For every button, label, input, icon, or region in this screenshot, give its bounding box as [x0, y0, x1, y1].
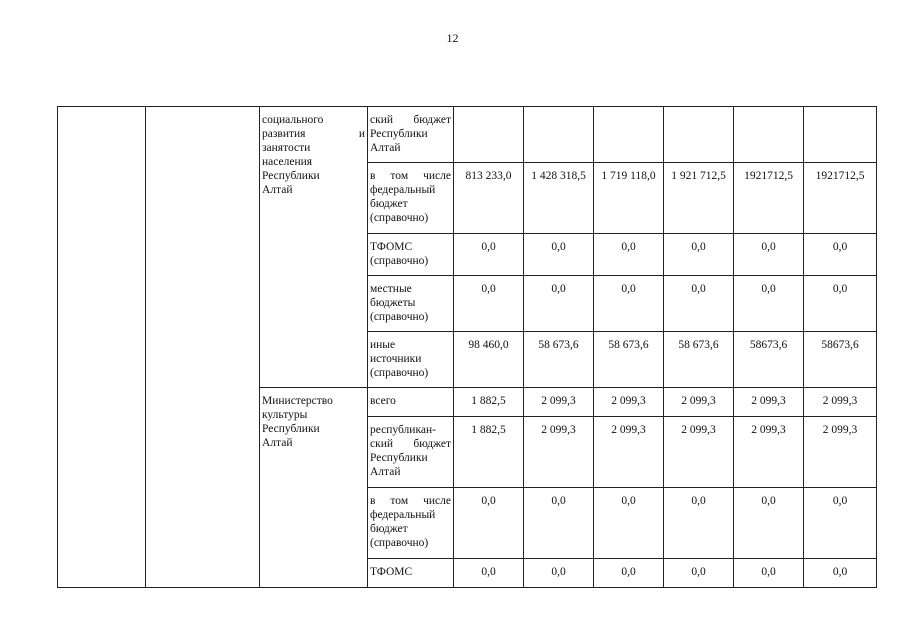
cell-text-line: (справочно) [370, 367, 429, 379]
value-cell: 0,0 [524, 488, 594, 559]
value-cell: 1 719 118,0 [594, 163, 664, 234]
cell-text-line: бюджеты [370, 297, 416, 309]
value-cell: 1 921 712,5 [664, 163, 734, 234]
value-cell: 0,0 [664, 234, 734, 276]
cell-text-line: (справочно) [370, 311, 429, 323]
page-number: 12 [446, 31, 459, 45]
cell-text-line: Алтай [370, 142, 401, 154]
cell-text-line: Алтай [262, 437, 293, 449]
funding-source-cell [368, 559, 454, 588]
value-cell: 58673,6 [804, 332, 877, 388]
value-cell: 0,0 [664, 488, 734, 559]
funding-source-cell [368, 488, 454, 559]
cell-text-line: источники [370, 353, 422, 365]
value-cell: 58 673,6 [524, 332, 594, 388]
funding-source-cell [368, 107, 454, 163]
value-cell: 1 428 318,5 [524, 163, 594, 234]
value-cell: 0,0 [734, 488, 804, 559]
value-cell: 1921712,5 [734, 163, 804, 234]
cell-text-line: Министерство [262, 395, 333, 407]
cell-text-line: Республики [262, 170, 320, 182]
value-cell: 1 882,5 [454, 388, 524, 417]
value-cell: 0,0 [524, 559, 594, 588]
cell-text-line: ТФОМС [370, 566, 413, 578]
cell-text-line: (справочно) [370, 537, 429, 549]
value-cell: 0,0 [594, 559, 664, 588]
cell-text-line: местные [370, 283, 412, 295]
table-row [58, 107, 877, 163]
value-cell: 2 099,3 [734, 388, 804, 417]
value-cell: 813 233,0 [454, 163, 524, 234]
cell-text-line: федеральный [370, 184, 436, 196]
value-cell: 2 099,3 [664, 388, 734, 417]
budget-table [57, 106, 877, 588]
value-cell: 58673,6 [734, 332, 804, 388]
value-cell: 0,0 [664, 559, 734, 588]
cell-text-line: ТФОМС [370, 241, 413, 253]
value-cell: 2 099,3 [524, 417, 594, 488]
cell-text-line: (справочно) [370, 255, 429, 267]
funding-source-cell [368, 163, 454, 234]
value-cell: 0,0 [664, 276, 734, 332]
value-cell [594, 107, 664, 163]
cell-text-line: иные [370, 339, 396, 351]
value-cell: 2 099,3 [594, 417, 664, 488]
value-cell: 0,0 [804, 276, 877, 332]
value-cell [664, 107, 734, 163]
value-cell: 0,0 [804, 234, 877, 276]
value-cell: 0,0 [734, 559, 804, 588]
value-cell: 2 099,3 [664, 417, 734, 488]
cell-text-line: Республики [370, 128, 428, 140]
value-cell: 0,0 [594, 234, 664, 276]
cell-text-line: культуры [262, 409, 308, 421]
funding-source-cell [368, 276, 454, 332]
value-cell: 2 099,3 [524, 388, 594, 417]
cell-text-line: социального [262, 114, 324, 126]
value-cell: 0,0 [804, 559, 877, 588]
value-cell: 2 099,3 [804, 388, 877, 417]
value-cell: 1921712,5 [804, 163, 877, 234]
cell-text-line: бюджет [370, 523, 408, 535]
value-cell: 0,0 [524, 234, 594, 276]
cell-text-line: в том числе [370, 170, 451, 182]
cell-text-line: Алтай [262, 184, 293, 196]
cell-text-line: федеральный [370, 509, 436, 521]
value-cell: 98 460,0 [454, 332, 524, 388]
cell-text-line: ский бюджет [370, 114, 451, 126]
value-cell [454, 107, 524, 163]
funding-source-cell [368, 417, 454, 488]
value-cell [734, 107, 804, 163]
cell-text-line: (справочно) [370, 212, 429, 224]
value-cell: 2 099,3 [734, 417, 804, 488]
blank-cell-name [146, 107, 260, 588]
ministry-cell [260, 107, 368, 388]
value-cell: 58 673,6 [594, 332, 664, 388]
cell-text-line: Республики [370, 452, 428, 464]
value-cell: 0,0 [594, 276, 664, 332]
value-cell: 2 099,3 [594, 388, 664, 417]
value-cell: 2 099,3 [804, 417, 877, 488]
value-cell: 0,0 [594, 488, 664, 559]
value-cell: 0,0 [454, 276, 524, 332]
funding-source-cell [368, 388, 454, 417]
funding-source-cell [368, 332, 454, 388]
cell-text-line: Алтай [370, 466, 401, 478]
cell-text-line: ский бюджет [370, 438, 451, 450]
value-cell: 0,0 [734, 234, 804, 276]
funding-source-cell [368, 234, 454, 276]
value-cell: 0,0 [454, 234, 524, 276]
value-cell: 1 882,5 [454, 417, 524, 488]
cell-text-line: всего [370, 395, 396, 407]
cell-text-line: Республики [262, 423, 320, 435]
ministry-cell [260, 388, 368, 588]
value-cell: 58 673,6 [664, 332, 734, 388]
cell-text-line: занятости [262, 142, 311, 154]
value-cell: 0,0 [734, 276, 804, 332]
cell-text-line: бюджет [370, 198, 408, 210]
cell-text-line: развития и [262, 128, 365, 140]
cell-text-line: республикан- [370, 424, 436, 436]
value-cell [804, 107, 877, 163]
cell-text-line: в том числе [370, 495, 451, 507]
value-cell [524, 107, 594, 163]
blank-cell-number [58, 107, 146, 588]
value-cell: 0,0 [454, 488, 524, 559]
value-cell: 0,0 [454, 559, 524, 588]
value-cell: 0,0 [524, 276, 594, 332]
value-cell: 0,0 [804, 488, 877, 559]
cell-text-line: населения [262, 156, 313, 168]
